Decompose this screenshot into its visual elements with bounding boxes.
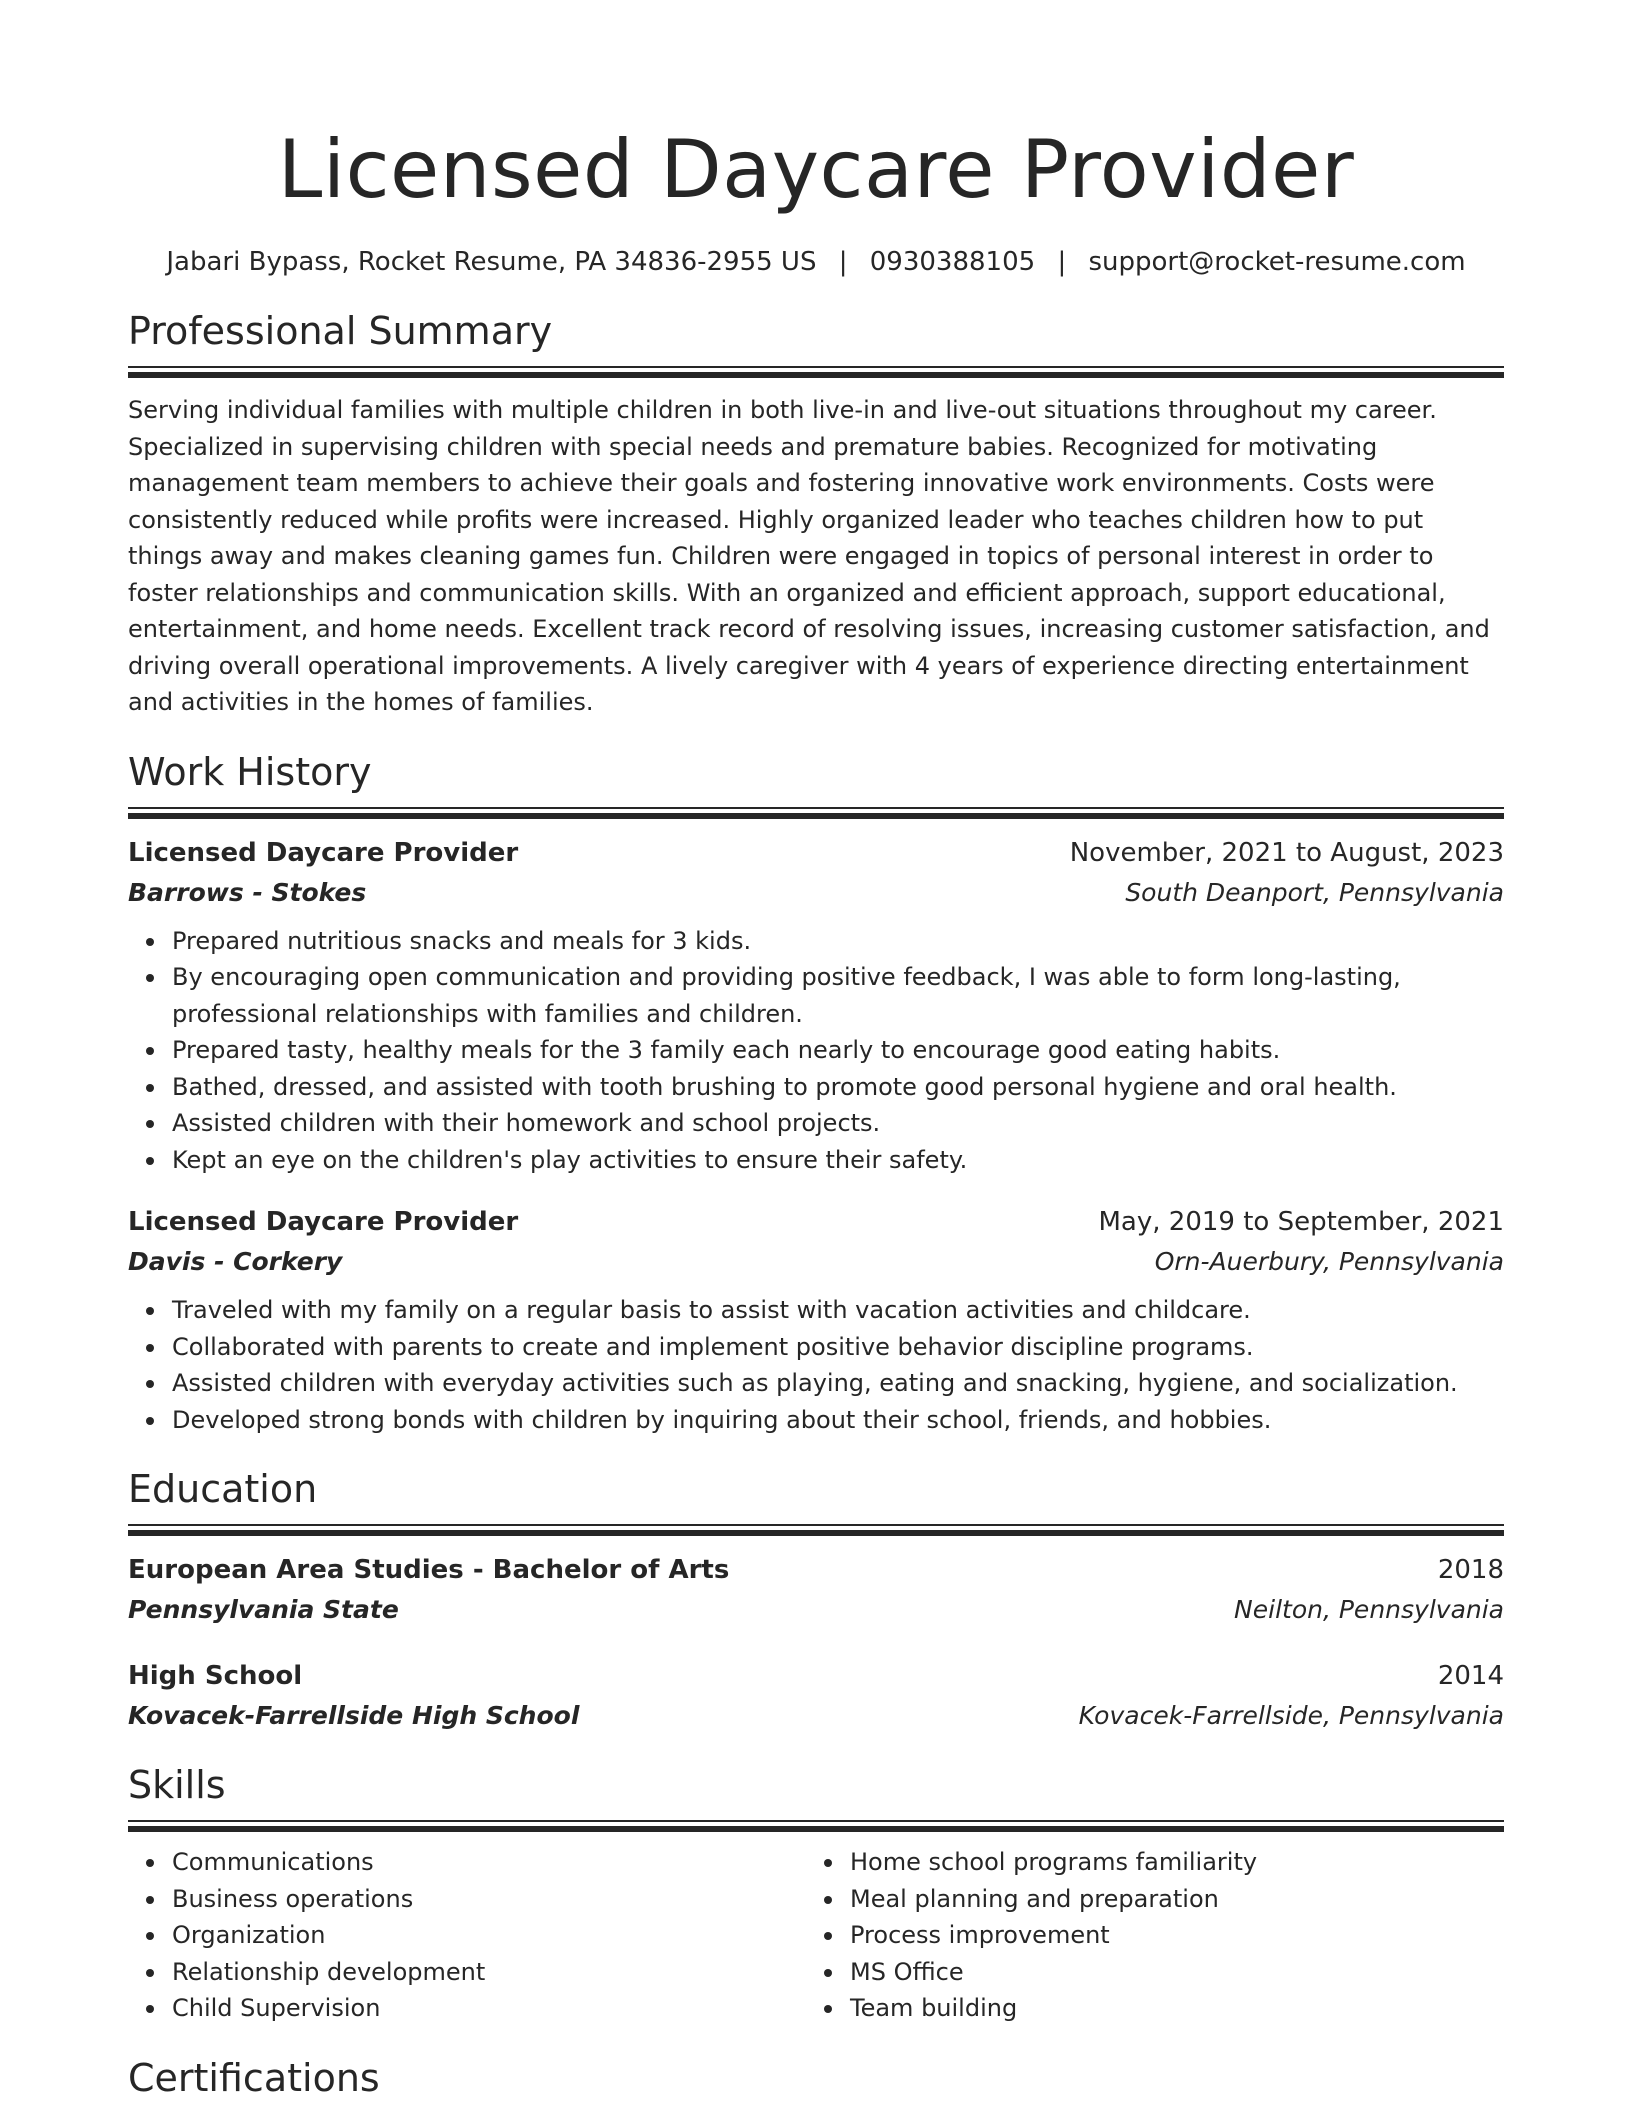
job-dates: November, 2021 to August, 2023 bbox=[1069, 837, 1504, 868]
job-entry bbox=[128, 835, 1504, 1179]
job-bullets bbox=[128, 1292, 1504, 1438]
section-professional-summary bbox=[128, 306, 1504, 721]
education-location: Neilton, Pennsylvania bbox=[1234, 1595, 1504, 1624]
education-entry bbox=[128, 1552, 1504, 1628]
contact-phone: 0930388105 bbox=[869, 247, 1036, 277]
section-divider bbox=[128, 1524, 1504, 1536]
section-work-history bbox=[128, 747, 1504, 1439]
list-item: Assisted children with everyday activities such as playing, eating and snacking, hygiene, and socialization. bbox=[172, 1365, 1504, 1402]
list-item: Prepared nutritious snacks and meals for 3 kids. bbox=[172, 923, 1504, 960]
education-year: 2014 bbox=[1437, 1661, 1504, 1691]
education-year: 2018 bbox=[1437, 1555, 1504, 1585]
education-school: Kovacek-Farrellside High School bbox=[128, 1701, 580, 1730]
summary-text: Serving individual families with multiple children in both live-in and live-out situations throughout my career. Specialized in supervising children with special needs and premature babies. Recognized for motivating management team members to achieve their goals and fostering innovative work environments. Costs were consistently reduced while profits were increased. Highly organized leader who teaches children how to put things away and makes cleaning games fun. Children were engaged in topics of personal interest in order to foster relationships and communication skills. With an organized and efficient approach, support educational, entertainment, and home needs. Excellent track record of resolving issues, increasing customer satisfaction, and driving overall operational improvements. A lively caregiver with 4 years of experience directing entertainment and activities in the homes of families. bbox=[128, 396, 1490, 716]
section-heading: Professional Summary bbox=[128, 309, 553, 353]
skill-item: Organization bbox=[172, 1917, 806, 1954]
list-item: Traveled with my family on a regular basis to assist with vacation activities and childcare. bbox=[172, 1292, 1504, 1329]
list-item: Assisted children with their homework and school projects. bbox=[172, 1105, 1504, 1142]
job-location: Orn-Auerbury, Pennsylvania bbox=[1154, 1247, 1504, 1276]
contact-address: Jabari Bypass, Rocket Resume, PA 34836-2955 US bbox=[166, 247, 817, 277]
skill-item: Process improvement bbox=[850, 1917, 1484, 1954]
skill-item: Communications bbox=[172, 1844, 806, 1881]
skills-column-left bbox=[128, 1844, 806, 2027]
section-divider bbox=[128, 807, 1504, 819]
section-divider bbox=[128, 366, 1504, 378]
contact-email: support@rocket-resume.com bbox=[1088, 247, 1466, 277]
job-dates: May, 2019 to September, 2021 bbox=[1098, 1207, 1504, 1237]
education-entry bbox=[128, 1658, 1504, 1734]
job-entry bbox=[128, 1204, 1504, 1438]
skill-item: Home school programs familiarity bbox=[850, 1844, 1484, 1881]
job-location: South Deanport, Pennsylvania bbox=[1125, 877, 1504, 907]
skill-item: MS Office bbox=[850, 1954, 1484, 1991]
skills-column-right bbox=[806, 1844, 1484, 2027]
list-item: Collaborated with parents to create and implement positive behavior discipline programs. bbox=[172, 1329, 1504, 1366]
job-bullets bbox=[128, 923, 1504, 1179]
list-item: Prepared tasty, healthy meals for the 3 family each nearly to encourage good eating habits. bbox=[172, 1032, 1504, 1069]
education-school: Pennsylvania State bbox=[128, 1595, 399, 1624]
education-degree: European Area Studies - Bachelor of Arts bbox=[128, 1555, 730, 1585]
section-divider bbox=[128, 1820, 1504, 1832]
job-title: Licensed Daycare Provider bbox=[128, 1207, 519, 1237]
education-location: Kovacek-Farrellside, Pennsylvania bbox=[1078, 1701, 1504, 1730]
contact-separator: | bbox=[1057, 247, 1067, 277]
skill-item: Child Supervision bbox=[172, 1990, 806, 2027]
section-heading: Certifications bbox=[128, 2055, 380, 2100]
skill-item: Meal planning and preparation bbox=[850, 1881, 1484, 1918]
section-heading: Education bbox=[128, 1467, 318, 1511]
section-heading: Skills bbox=[128, 1763, 226, 1807]
resume-page bbox=[128, 0, 1504, 2103]
job-company: Davis - Corkery bbox=[128, 1247, 343, 1276]
list-item: Kept an eye on the children's play activities to ensure their safety. bbox=[172, 1142, 1504, 1179]
list-item: Bathed, dressed, and assisted with tooth brushing to promote good personal hygiene and oral health. bbox=[172, 1069, 1504, 1106]
resume-title: Licensed Daycare Provider bbox=[277, 123, 1355, 216]
section-skills bbox=[128, 1760, 1504, 2027]
contact-line bbox=[128, 244, 1504, 280]
section-heading: Work History bbox=[128, 749, 372, 794]
skill-item: Relationship development bbox=[172, 1954, 806, 1991]
list-item: By encouraging open communication and providing positive feedback, I was able to form long-lasting, professional relationships with families and children. bbox=[172, 959, 1504, 1032]
list-item: Developed strong bonds with children by inquiring about their school, friends, and hobbies. bbox=[172, 1402, 1504, 1439]
skills-grid bbox=[128, 1844, 1504, 2027]
job-title: Licensed Daycare Provider bbox=[128, 837, 519, 868]
section-education bbox=[128, 1464, 1504, 1734]
skill-item: Business operations bbox=[172, 1881, 806, 1918]
job-company: Barrows - Stokes bbox=[128, 877, 367, 907]
contact-separator: | bbox=[838, 247, 848, 277]
education-degree: High School bbox=[128, 1661, 303, 1691]
skill-item: Team building bbox=[850, 1990, 1484, 2027]
section-certifications bbox=[128, 2053, 1504, 2103]
